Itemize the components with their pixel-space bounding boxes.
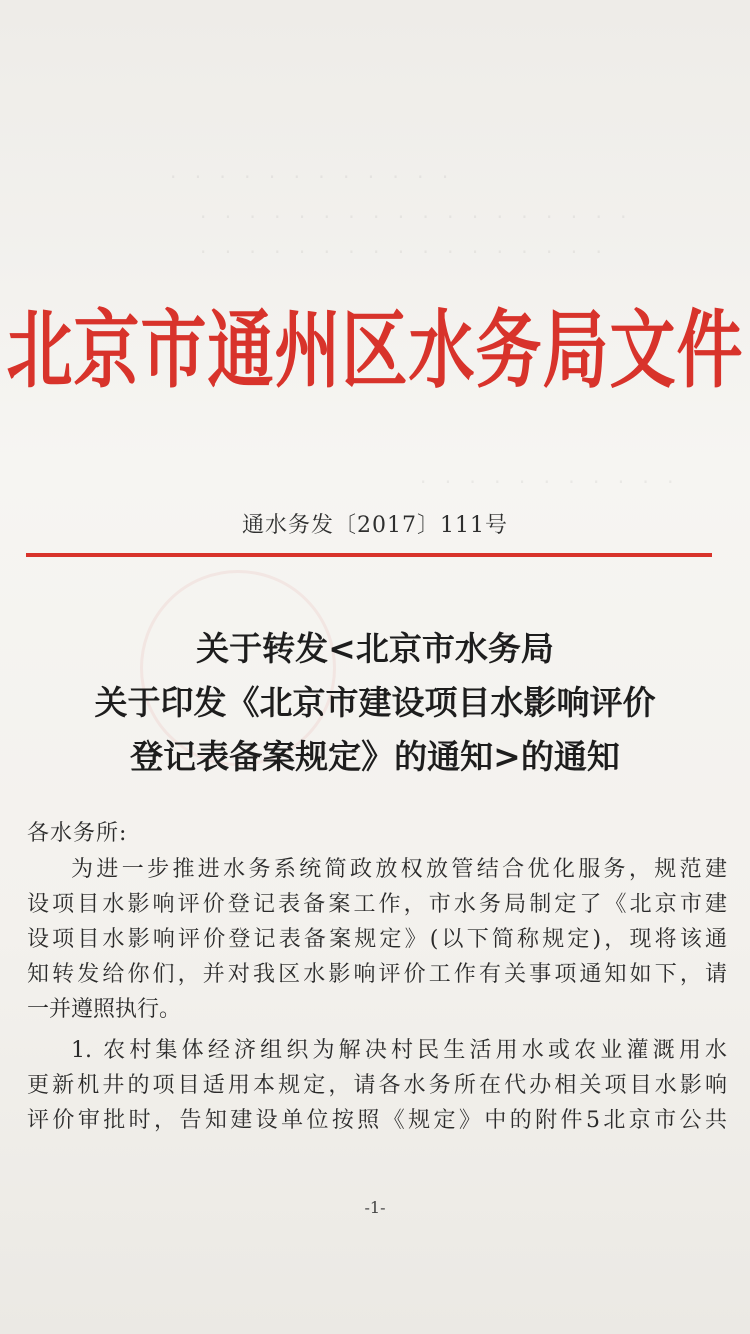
page-number: -1- [364,1198,386,1217]
body-line: 1. 农村集体经济组织为解决村民生活用水或农业灌溉用水 [71,1038,727,1063]
document-number: 通水务发〔2017〕111号 [242,513,508,538]
body-line: 设项目水影响评价登记表备案工作，市水务局制定了《北京市建 [27,892,727,917]
bleed-through-text: · · · · · · · · · · · [420,470,680,494]
body-line: 更新机井的项目适用本规定，请各水务所在代办相关项目水影响 [27,1073,727,1098]
document-header-title: 北京市通州区水务局文件 [6,301,744,400]
body-line: 为进一步推进水务系统简政放权放管结合优化服务，规范建 [71,857,727,882]
body-line: 设项目水影响评价登记表备案规定》(以下简称规定)，现将该通 [27,927,727,952]
notice-title [0,622,750,784]
bleed-through-text: · · · · · · · · · · · · · · · · · [200,240,608,264]
bleed-through-text: · · · · · · · · · · · · · · · · · · [200,205,633,229]
notice-title-line: 登记表备案规定》的通知>的通知 [130,737,620,776]
body-line: 评价审批时，告知建设单位按照《规定》中的附件5北京市公共 [27,1108,727,1133]
body-text [27,852,727,1138]
notice-title-line: 关于转发<北京市水务局 [196,629,554,668]
notice-title-line: 关于印发《北京市建设项目水影响评价 [94,683,656,722]
body-line: 一并遵照执行。 [27,997,182,1022]
red-divider-line [26,553,712,557]
addressee: 各水务所: [27,821,128,846]
bleed-through-text: · · · · · · · · · · · · [170,165,455,189]
body-line: 知转发给你们，并对我区水影响评价工作有关事项通知如下，请 [27,962,727,987]
